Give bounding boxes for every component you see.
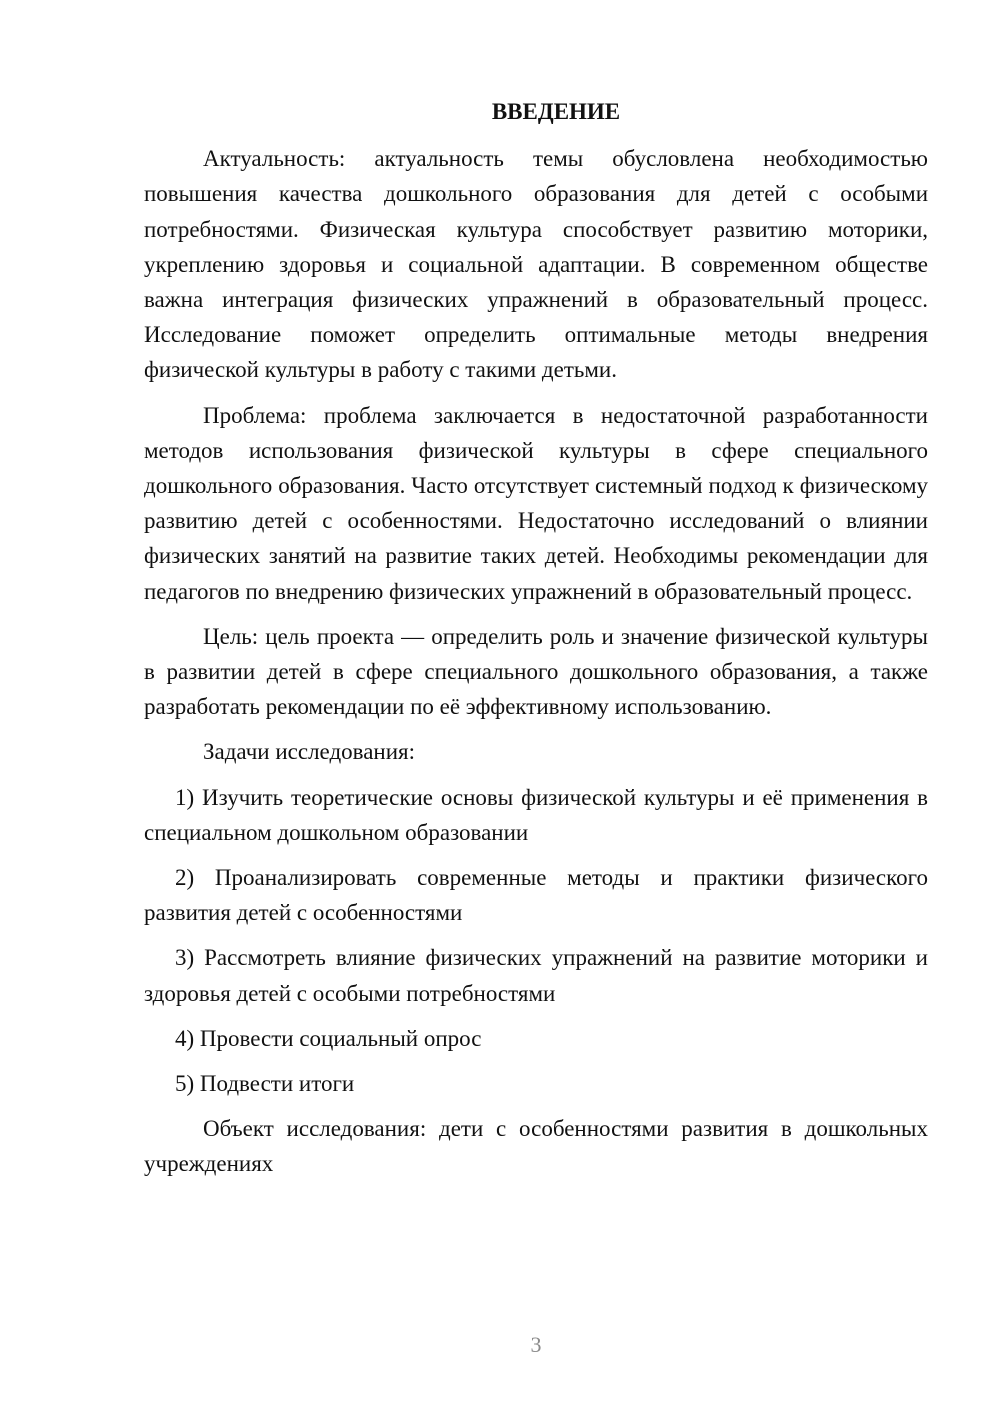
task-item-3: 3) Рассмотреть влияние физических упражнений на развитие моторики и здоровья детей с особыми потребностями <box>144 945 928 1006</box>
task-item-5: 5) Подвести итоги <box>175 1071 355 1097</box>
paragraph-goal: Цель: цель проекта — определить роль и значение физической культуры в развитии детей в сфере специального дошкольного образования, а также разработать рекомендации по её эффективному использованию. <box>144 623 928 720</box>
task-item-2: 2) Проанализировать современные методы и практики физического развития детей с особенностями <box>144 865 928 926</box>
paragraph-object: Объект исследования: дети с особенностями развития в дошкольных учреждениях <box>144 1116 928 1177</box>
section-heading: ВВЕДЕНИЕ <box>491 99 621 124</box>
task-item-4: 4) Провести социальный опрос <box>175 1025 482 1051</box>
page-number: 3 <box>530 1332 542 1357</box>
paragraph-problem: Проблема: проблема заключается в недостаточной разработанности методов использования физической культуры в сфере специального дошкольного образования. Часто отсутствует системный подход к физическому развитию детей с особенностями. Недостаточно исследований о влиянии физических занятий на развитие таких детей. Необходимы рекомендации для педагогов по внедрению физических упражнений в образовательный процесс. <box>144 402 928 604</box>
paragraph-tasks-intro: Задачи исследования: <box>203 739 416 765</box>
paragraph-relevance: Актуальность: актуальность темы обусловлена необходимостью повышения качества дошкольного образования для детей с особыми потребностями. Физическая культура способствует развитию моторики, укреплению здоровья и социальной адаптации. В современном обществе важна интеграция физических упражнений в образовательный процесс. Исследование поможет определить оптимальные методы внедрения физической культуры в работу с такими детьми. <box>144 146 928 383</box>
task-item-1: 1) Изучить теоретические основы физической культуры и её применения в специальном дошкольном образовании <box>144 784 928 845</box>
